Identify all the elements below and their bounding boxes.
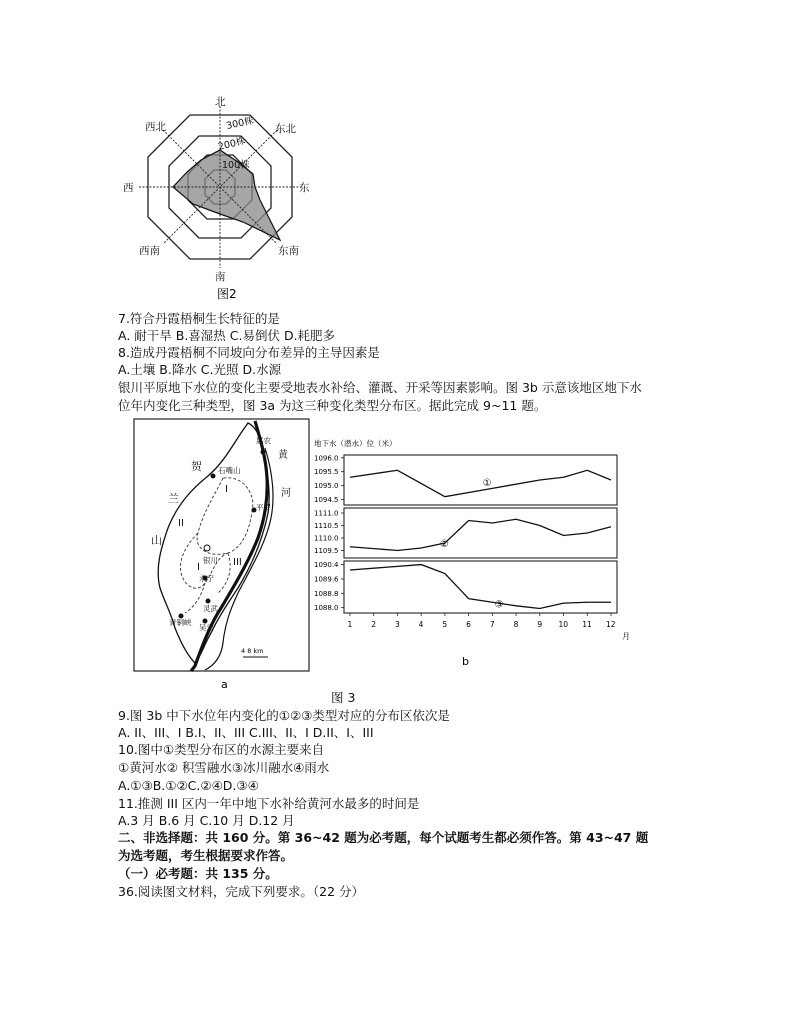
city-dot-lingwu [206, 599, 211, 604]
x-tick-label: 11 [582, 620, 592, 629]
figure-2-radar [123, 92, 315, 304]
series-line-3 [350, 565, 611, 609]
x-tick-label: 2 [371, 620, 377, 629]
q10-stem: 10.图中①类型分布区的水源主要来自 [118, 742, 325, 757]
series-line-1 [350, 470, 611, 496]
series-label-1: ① [482, 478, 492, 490]
figure-3-caption: 图 3 [331, 690, 356, 705]
y-tick-label: 1089.6 [314, 575, 339, 584]
series-line-2 [350, 519, 611, 550]
q11-stem: 11.推测 III 区内一年中地下水补给黄河水最多的时间是 [118, 796, 420, 811]
section2-line2: 为选考题，考生根据要求作答。 [118, 848, 294, 863]
zone-boundary-3 [185, 583, 205, 613]
label-qingtongxia: 青铜峡 [169, 618, 192, 627]
dir-northeast: 东北 [275, 123, 296, 135]
intro-line1: 银川平原地下水位的变化主要受地表水补给、灌溉、开采等因素影响。图 3b 示意该地区地下水 [118, 380, 642, 395]
zone-label-1a: I [225, 484, 228, 495]
q11-options: A.3 月 B.6 月 C.10 月 D.12 月 [118, 813, 295, 828]
y-tick-label: 1088.8 [314, 589, 339, 598]
x-tick-label: 7 [489, 620, 495, 629]
month-unit: 月 [622, 632, 630, 641]
dir-southwest: 西南 [139, 245, 160, 257]
city-dot-yinchuan [204, 545, 210, 551]
x-tick-label: 3 [394, 620, 400, 629]
label-huinong: 惠农 [256, 436, 271, 445]
y-tick-label: 1095.5 [314, 468, 339, 477]
x-tick-label: 8 [513, 620, 519, 629]
x-tick-label: 12 [606, 620, 616, 629]
figure-3a-map [133, 418, 311, 696]
label-shizuishan: 石嘴山 [218, 466, 241, 475]
figure-3b-label: b [462, 655, 469, 668]
figure-3a-label: a [221, 678, 228, 691]
panel-frame-1 [344, 455, 617, 505]
zone-label-2: II [178, 518, 184, 529]
series-label-3: ③ [494, 599, 504, 611]
label-pingluo: 平罗 [256, 503, 271, 512]
figure-2-caption: 图2 [217, 287, 237, 301]
q10-options: A.①③B.①②C.②④D.③④ [118, 778, 259, 793]
dir-west: 西 [123, 182, 134, 194]
label-helan-1: 贺 [191, 460, 202, 473]
figure-3b-chart [312, 432, 642, 672]
dir-north: 北 [215, 96, 226, 108]
q10-items: ①黄河水② 积雪融水③冰川融水④雨水 [118, 760, 330, 775]
x-tick-label: 10 [558, 620, 569, 629]
intro-line2: 位年内变化三种类型，图 3a 为这三种变化类型分布区。据此完成 9~11 题。 [118, 398, 547, 413]
q9-stem: 9.图 3b 中下水位年内变化的①②③类型对应的分布区依次是 [118, 708, 450, 723]
q36-stem: 36.阅读图文材料，完成下列要求。（22 分） [118, 884, 365, 899]
zone-label-3: III [233, 557, 242, 568]
series-label-2: ② [439, 539, 449, 550]
label-yinchuan: 银川 [203, 556, 218, 565]
y-tick-label: 1111.0 [314, 509, 339, 518]
q7-options: A. 耐干旱 B.喜湿热 C.易倒伏 D.耗肥多 [118, 328, 336, 343]
y-tick-label: 1095.0 [314, 482, 339, 491]
q7-stem: 7.符合丹霞梧桐生长特征的是 [118, 311, 280, 326]
ring-100-label: 100株 [222, 160, 250, 171]
label-lingwu: 灵武 [203, 604, 218, 613]
q8-options: A.土壤 B.降水 C.光照 D.水源 [118, 362, 282, 377]
section2-required: （一）必考题：共 135 分。 [118, 866, 278, 881]
chart-ylabel: 地下水（潜水）位（米） [314, 439, 397, 448]
y-tick-label: 1094.5 [314, 495, 339, 504]
panel-frame-3 [344, 561, 617, 613]
y-tick-label: 1110.0 [314, 534, 339, 543]
yellow-river [191, 421, 267, 671]
dir-northwest: 西北 [145, 121, 166, 133]
ring-300-label: 300株 [225, 115, 255, 132]
dir-south: 南 [215, 271, 226, 283]
label-yongning: 永宁 [199, 574, 214, 583]
dir-southeast: 东南 [278, 245, 299, 257]
x-tick-label: 4 [418, 620, 424, 629]
q9-options: A. II、III、I B.I、II、III C.III、II、I D.II、I、III [118, 725, 374, 740]
label-huang: 黄 [278, 450, 288, 461]
section2-line1: 二、非选择题：共 160 分。第 36~42 题为必考题，每个试题考生都必须作答。第 43~47 题 [118, 830, 649, 845]
y-tick-label: 1096.0 [314, 454, 339, 463]
x-tick-label: 6 [466, 620, 471, 629]
y-tick-label: 1109.5 [314, 547, 339, 555]
ring-200-label: 200株 [217, 135, 247, 153]
label-he: 河 [281, 488, 291, 499]
label-helan-2: 兰 [168, 492, 179, 505]
dir-east: 东 [299, 182, 310, 194]
x-tick-label: 9 [537, 620, 543, 629]
label-helan-3: 山 [151, 534, 162, 547]
zone-label-1b: I [197, 562, 200, 573]
scale-label: 4 8 km [241, 647, 264, 655]
x-tick-label: 1 [347, 620, 353, 629]
y-tick-label: 1110.5 [314, 522, 339, 530]
y-tick-label: 1090.4 [314, 561, 339, 570]
city-dot-shizuishan [211, 474, 216, 479]
label-wuzhong: 吴忠 [199, 623, 214, 632]
city-dot-huinong [261, 450, 266, 455]
q8-stem: 8.造成丹霞梧桐不同坡向分布差异的主导因素是 [118, 345, 380, 360]
y-tick-label: 1088.0 [314, 604, 339, 613]
panel-frame-2 [344, 508, 617, 558]
x-tick-label: 5 [442, 620, 448, 629]
